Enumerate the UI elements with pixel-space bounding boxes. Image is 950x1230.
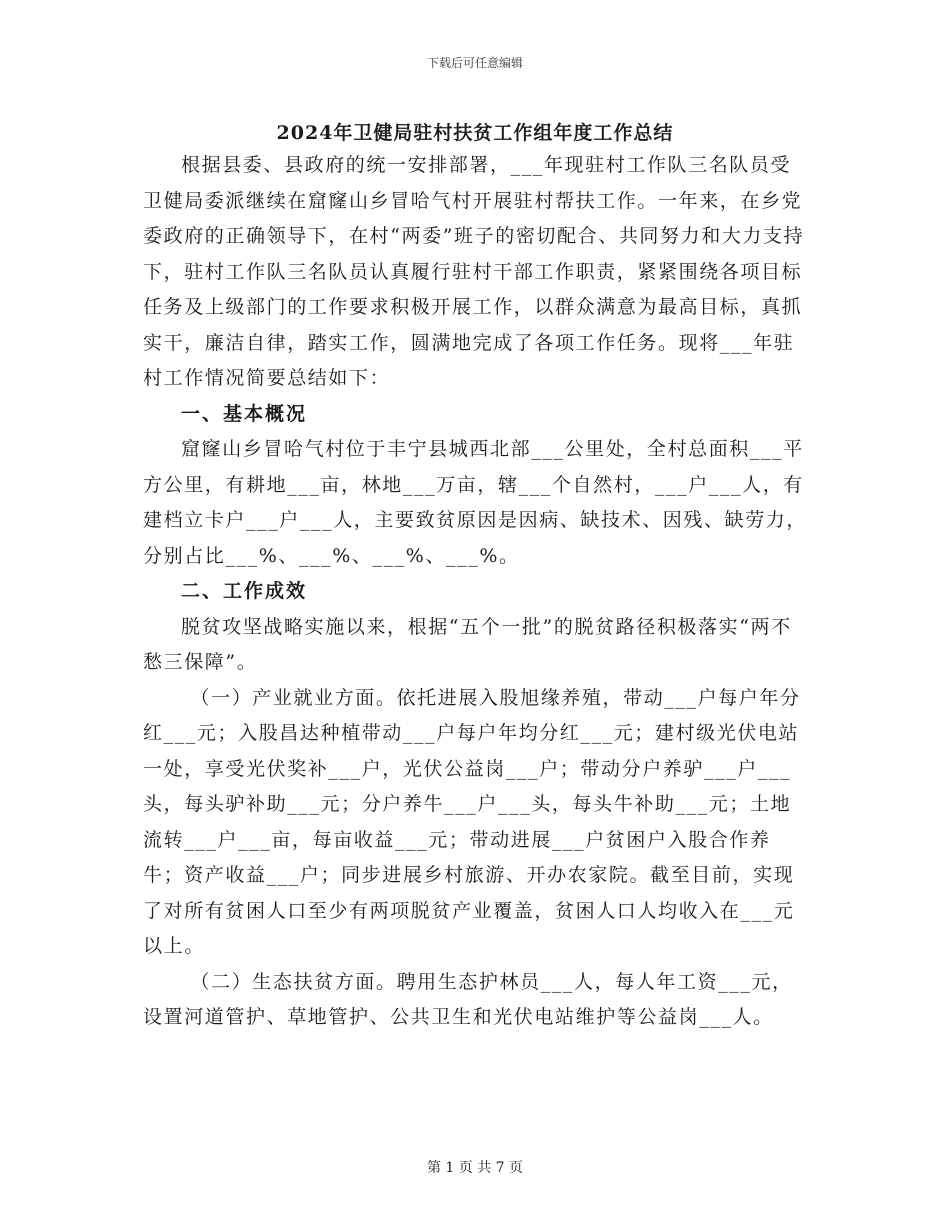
basic-overview-paragraph: 窟窿山乡冒哈气村位于丰宁县城西北部___公里处，全村总面积___平方公里，有耕地___亩，林地___万亩，辖___个自然村，___户___人，有建档立卡户___户___人，主要致贫原因是因病、缺技术、因残、缺劳力，分别占比___%、___%、___%、___%。: [143, 438, 808, 567]
industry-employment-paragraph: （一）产业就业方面。依托进展入股旭缘养殖，带动___户每户年分红___元；入股昌达种植带动___户每户年均分红___元；建村级光伏电站一处，享受光伏奖补___户，光伏公益岗___户；带动分户养驴___户___头，每头驴补助___元；分户养牛___户___头，每头牛补助___元；土地流转___户___亩，每亩收益___元；带动进展___户贫困户入股合作养牛；资产收益___户；同步进展乡村旅游、开办农家院。截至目前，实现了对所有贫困人口至少有两项脱贫产业覆盖，贫困人口人均收入在___元以上。: [143, 686, 801, 957]
document-body: [143, 148, 810, 1036]
section-heading-basic: 一、基本概况: [181, 402, 308, 425]
ecological-poverty-paragraph: （二）生态扶贫方面。聘用生态护林员___人，每人年工资___元，设置河道管护、草地管护、公共卫生和光伏电站维护等公益岗___人。: [143, 970, 793, 1028]
page-header-note: 下载后可任意编辑: [426, 56, 523, 70]
section-heading-results: 二、工作成效: [181, 580, 308, 602]
document-title: 2024年卫健局驻村扶贫工作组年度工作总结: [276, 122, 674, 144]
results-intro-paragraph: 脱贫攻坚战略实施以来，根据“五个一批”的脱贫路径积极落实“两不愁三保障”。: [143, 615, 792, 673]
intro-paragraph: 根据县委、县政府的统一安排部署，___年现驻村工作队三名队员受卫健局委派继续在窟窿山乡冒哈气村开展驻村帮扶工作。一年来，在乡党委政府的正确领导下，在村“两委”班子的密切配合、共同努力和大力支持下，驻村工作队三名队员认真履行驻村干部工作职责，紧紧围绕各项目标任务及上级部门的工作要求积极开展工作，以群众满意为最高目标，真抓实干，廉洁自律，踏实工作，圆满地完成了各项工作任务。现将___年驻村工作情况简要总结如下：: [143, 154, 805, 389]
page-number: 第 1 页 共 7 页: [426, 1160, 524, 1176]
